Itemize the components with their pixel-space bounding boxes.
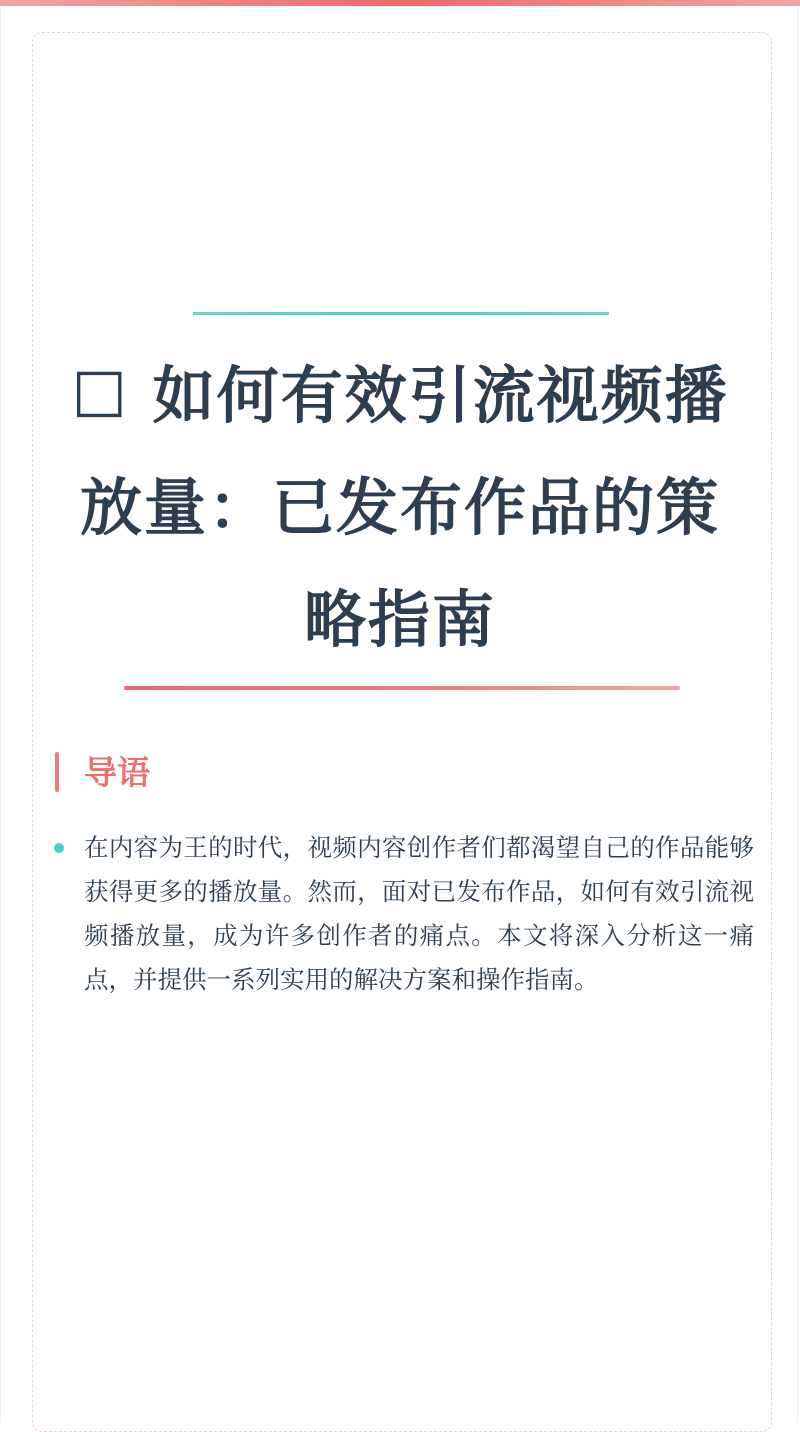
title-divider-top [193,312,609,315]
bullet-dot-icon [54,843,64,853]
title-divider-bottom [124,686,680,690]
article-title: ☐ 如何有效引流视频播放量：已发布作品的策略指南 [71,359,729,656]
content-card [32,32,772,1432]
section-heading-intro: 导语 [84,753,150,792]
section-marker-bar [55,752,59,792]
intro-paragraph: 在内容为王的时代，视频内容创作者们都渴望自己的作品能够获得更多的播放量。然而，面对已发布作品，如何有效引流视频播放量，成为许多创作者的痛点。本文将深入分析这一痛点，并提供一系列实用的解决方案和操作指南。 [84,833,754,994]
